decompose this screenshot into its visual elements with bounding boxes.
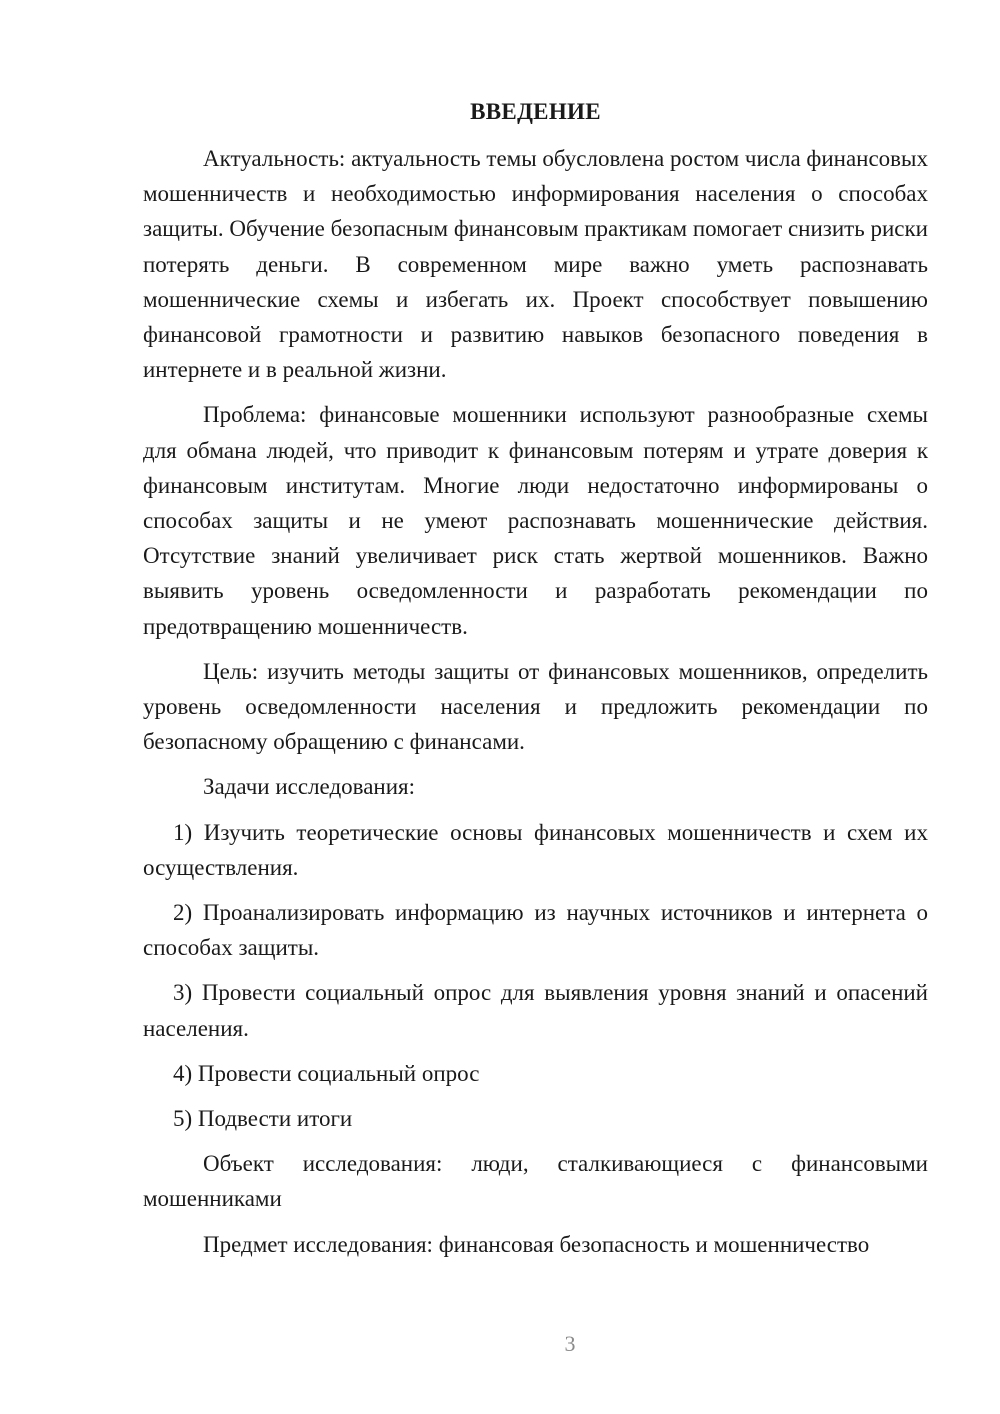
task-item-1: 1) Изучить теоретические основы финансовых мошенничеств и схем их осуществления. [143, 819, 928, 880]
paragraph-relevance: Актуальность: актуальность темы обусловлена ростом числа финансовых мошенничеств и необходимостью информирования населения о способах защиты. Обучение безопасным финансовым практикам помогает снизить риски потерять деньги. В современном мире важно уметь распознавать мошеннические схемы и избегать их. Проект способствует повышению финансовой грамотности и развитию навыков безопасного поведения в интернете и в реальной жизни. [143, 146, 928, 383]
task-item-5: 5) Подвести итоги [173, 1106, 353, 1132]
paragraph-subject: Предмет исследования: финансовая безопасность и мошенничество [203, 1231, 870, 1257]
tasks-heading: Задачи исследования: [203, 774, 416, 800]
task-item-4: 4) Провести социальный опрос [173, 1060, 480, 1086]
paragraph-goal: Цель: изучить методы защиты от финансовых мошенников, определить уровень осведомленности населения и предложить рекомендации по безопасному обращению с финансами. [143, 658, 928, 755]
page-number: 3 [564, 1331, 576, 1356]
task-item-2: 2) Проанализировать информацию из научных источников и интернета о способах защиты. [143, 900, 928, 961]
paragraph-problem: Проблема: финансовые мошенники используют разнообразные схемы для обмана людей, что приводит к финансовым потерям и утрате доверия к финансовым институтам. Многие люди недостаточно информированы о способах защиты и не умеют распознавать мошеннические действия. Отсутствие знаний увеличивает риск стать жертвой мошенников. Важно выявить уровень осведомленности и разработать рекомендации по предотвращению мошенничеств. [143, 402, 928, 639]
paragraph-object: Объект исследования: люди, сталкивающиеся с финансовыми мошенниками [143, 1151, 928, 1212]
page-content [143, 94, 928, 1262]
task-item-3: 3) Провести социальный опрос для выявления уровня знаний и опасений населения. [143, 980, 928, 1041]
page-title: ВВЕДЕНИЕ [470, 99, 601, 124]
